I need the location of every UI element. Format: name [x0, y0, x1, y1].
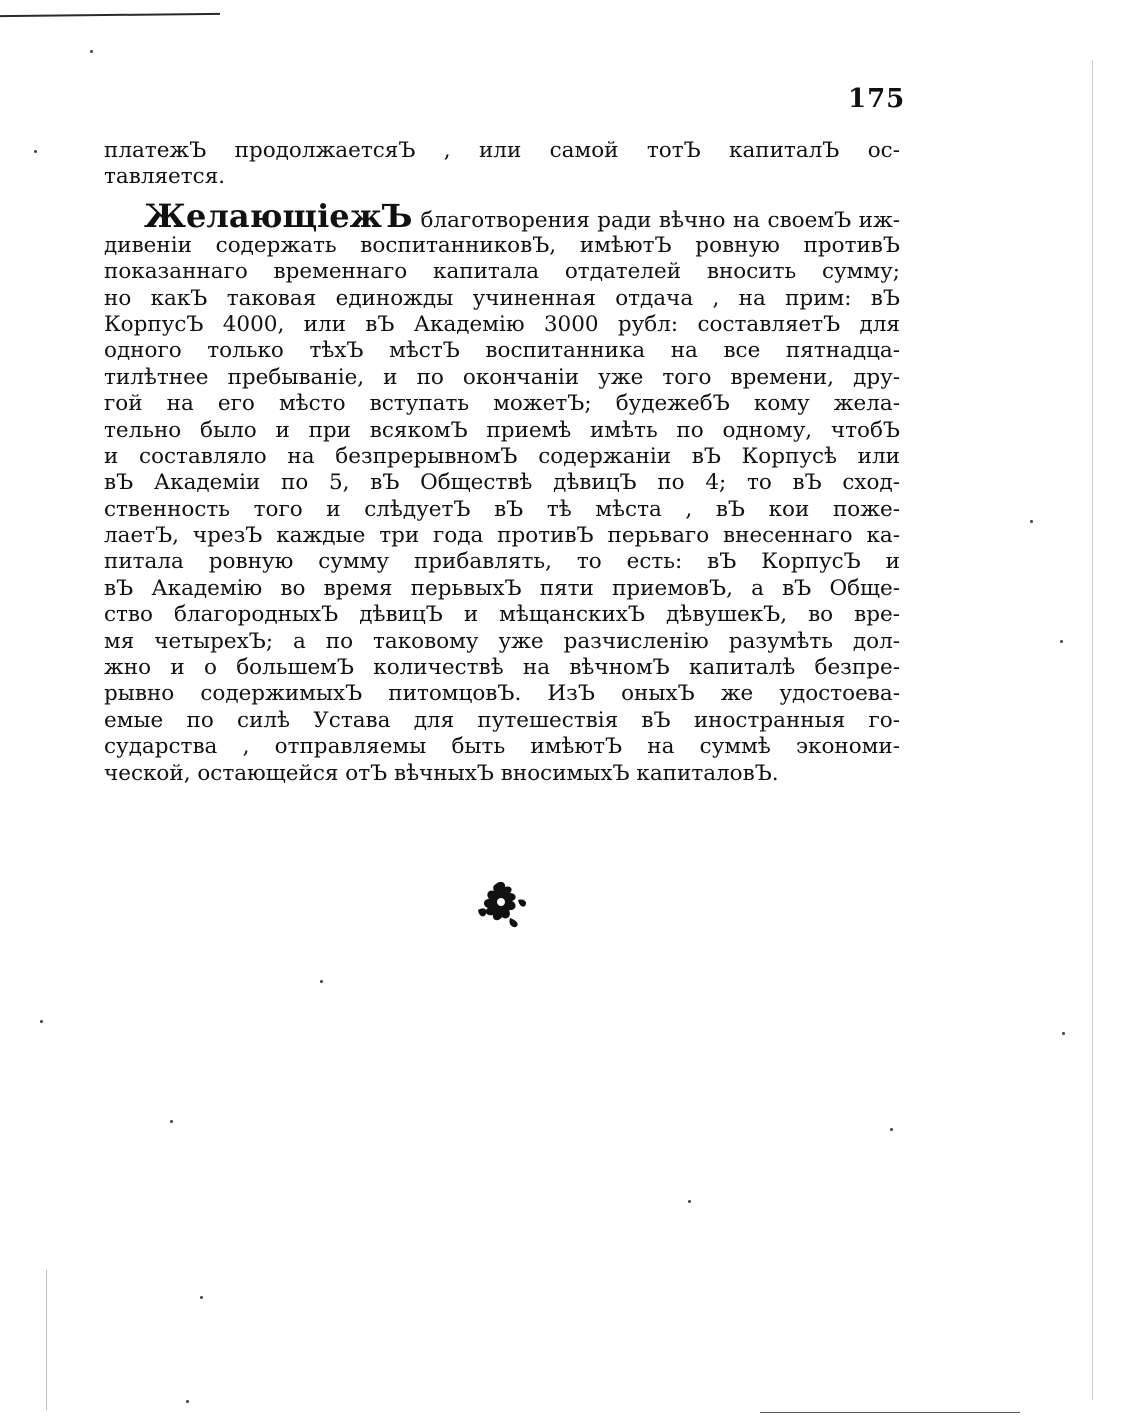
paragraph-first-word: ЖелающіежЪ — [144, 196, 413, 235]
text-line: гой на его мѣсто вступать можетЪ; будежебЪ кому жела- — [104, 391, 900, 417]
scan-speck — [186, 1400, 189, 1403]
text-line: дивеніи содержать воспитанниковЪ, имѣютЪ ровную противЪ — [104, 232, 900, 258]
fleuron-ornament-icon — [474, 880, 530, 928]
text-line: лаетЪ, чрезЪ каждые три года противЪ перьвагo внесеннаго ка- — [104, 523, 900, 549]
page-number: 175 — [848, 84, 906, 114]
scan-speck — [1062, 1032, 1065, 1035]
scan-speck — [688, 1200, 691, 1203]
scan-speck — [1030, 520, 1033, 523]
text-line: сударства , отправляемы быть имѣютЪ на суммѣ экономи- — [104, 734, 900, 760]
scan-speck — [1060, 640, 1063, 643]
scan-speck — [890, 1128, 893, 1131]
text-line: ческой, остающейся отЪ вѣчныхЪ вносимыхЪ капиталовЪ. — [104, 760, 779, 786]
paragraph-first-line — [104, 196, 900, 235]
right-page-edge — [1092, 60, 1093, 1400]
text-line: и составляло на безпрерывномЪ содержаніи вЪ Корпусѣ или — [104, 443, 900, 469]
text-line: ство благородныхЪ дѣвицЪ и мѣщанскихЪ дѣвушекЪ, во вре- — [104, 602, 900, 628]
paragraph-first-line-rest: благотворения ради вѣчно на своемЪ иж- — [420, 207, 900, 233]
text-line: тилѣтнее пребываніе, и по окончаніи уже того времени, дру- — [104, 364, 900, 390]
text-line: показаннаго временнаго капитала отдателей вносить сумму; — [104, 259, 900, 285]
scan-speck — [40, 1020, 43, 1023]
text-line: вЪ Академіи по 5, вЪ Обществѣ дѣвицЪ по 4; то вЪ сход- — [104, 470, 900, 496]
text-line: питала ровную сумму прибавлять, то есть: вЪ КорпусЪ и — [104, 549, 900, 575]
text-line: рывно содержимыхЪ питомцовЪ. ИзЪ оныхЪ же удостоева- — [104, 681, 900, 707]
text-line: мя четырехЪ; а по таковому уже разчисленію разумѣть дол- — [104, 628, 900, 654]
bottom-edge-rule — [760, 1412, 1020, 1413]
body-text — [104, 138, 900, 787]
text-line: емые по силѣ Устава для путешествія вЪ иностранныя го- — [104, 707, 900, 733]
text-line: но какЪ таковая единожды учиненная отдача , на прим: вЪ — [104, 285, 900, 311]
text-line: одного только тѣхЪ мѣстЪ воспитанника на все пятнадца- — [104, 338, 900, 364]
scan-speck — [200, 1296, 203, 1299]
text-line: КорпусЪ 4000, или вЪ Академію 3000 рубл: составляетЪ для — [104, 311, 900, 337]
text-line: ственность того и слѣдуетЪ вЪ тѣ мѣста , вЪ кои поже- — [104, 496, 900, 522]
text-line: жно и о большемЪ количествѣ на вѣчномЪ капиталѣ безпре- — [104, 655, 900, 681]
text-line: тавляется. — [104, 164, 226, 190]
scan-speck — [170, 1120, 173, 1123]
top-edge-rule — [0, 13, 220, 17]
text-line: вЪ Академію во время перьвыхЪ пяти приемовЪ, а вЪ Обще- — [104, 575, 900, 601]
left-page-edge — [46, 1270, 47, 1410]
text-line: платежЪ продолжаетсяЪ , или самой тотЪ капиталЪ ос- — [104, 138, 900, 163]
scan-speck — [34, 150, 37, 153]
scan-speck — [90, 50, 93, 53]
text-line: тельно было и при всякомЪ приемѣ имѣть по одному, чтобЪ — [104, 417, 900, 443]
scan-speck — [320, 980, 323, 983]
